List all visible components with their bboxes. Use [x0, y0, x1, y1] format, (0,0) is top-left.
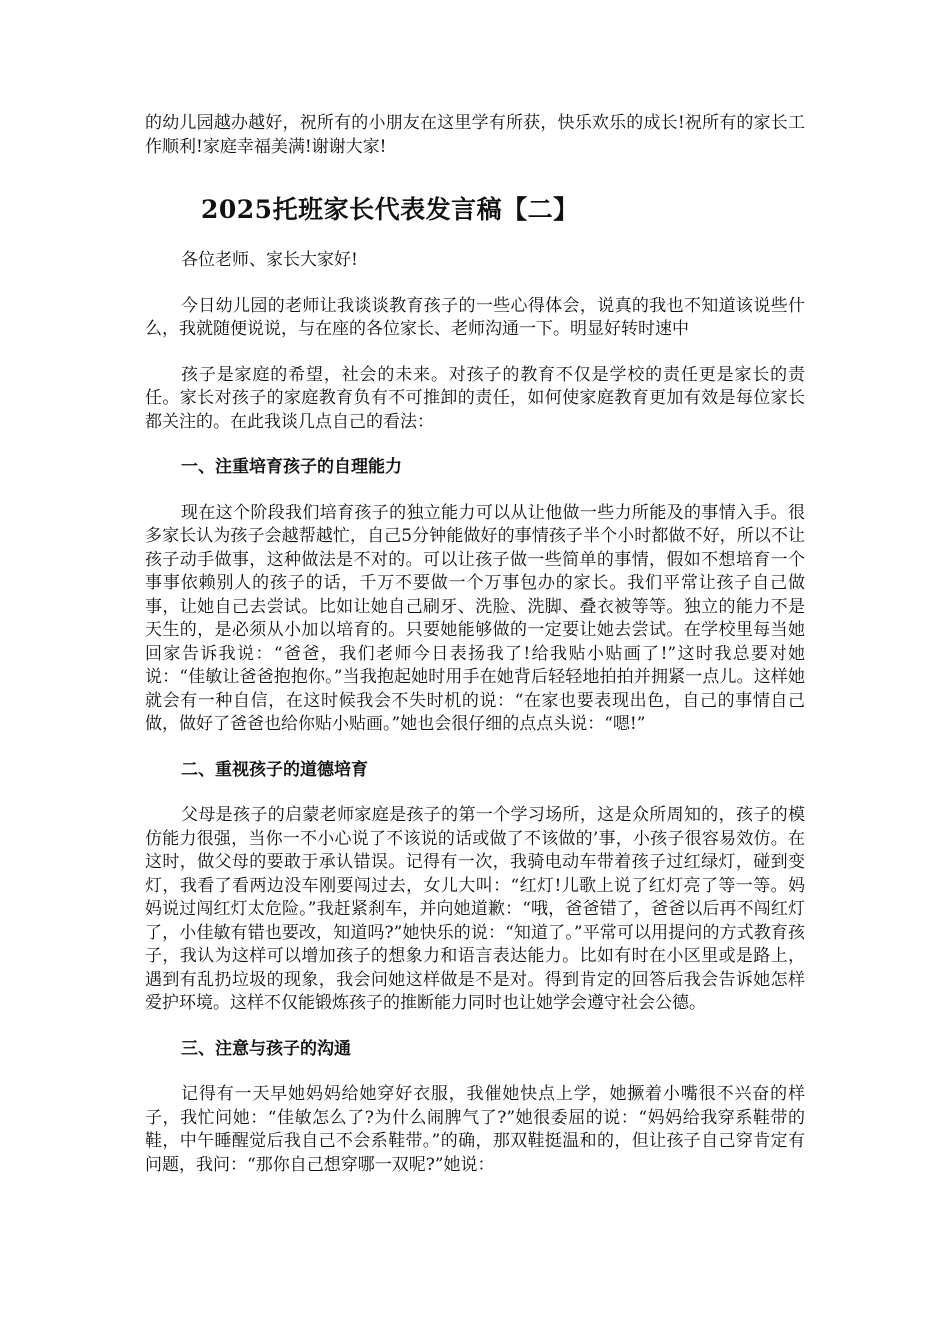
- paragraph-1: 今日幼儿园的老师让我谈谈教育孩子的一些心得体会，说真的我也不知道该说些什么，我就随便说说，与在座的各位家长、老师沟通一下。明显好转时速中: [145, 295, 805, 339]
- spacer: [145, 782, 805, 804]
- spacer: [145, 227, 805, 249]
- spacer: [145, 480, 805, 502]
- section-1-heading: 一、注重培育孩子的自理能力: [181, 457, 402, 477]
- section-3-body: 记得有一天早她妈妈给她穿好衣服，我催她快点上学，她撅着小嘴很不兴奋的样子，我忙问她：“佳敏怎么了?为什么闹脾气了?”她很委屈的说：“妈妈给我穿系鞋带的鞋，中午睡醒觉后我自己不会系鞋带。”的确，那双鞋挺温和的，但让孩子自己穿肯定有问题，我问：“那你自己想穿哪一双呢?”她说：: [145, 1084, 805, 1175]
- document-title: 2025托班家长代表发言稿【二】: [201, 195, 579, 224]
- spacer: [145, 159, 805, 193]
- spacer: [145, 273, 805, 295]
- section-3-heading: 三、注意与孩子的沟通: [181, 1038, 351, 1059]
- spacer: [145, 434, 805, 456]
- spacer: [145, 1061, 805, 1083]
- document-page: [145, 112, 805, 1177]
- spacer: [145, 737, 805, 759]
- section-2-body: 父母是孩子的启蒙老师家庭是孩子的第一个学习场所，这是众所周知的，孩子的模仿能力很强，当你一不小心说了不该说的话或做了不该做的’事，小孩子很容易效仿。在这时，做父母的要敢于承认错误。记得有一次，我骑电动车带着孩子过红绿灯，碰到变灯，我看了看两边没车刚要闯过去，女儿大叫：“红灯!儿歌上说了红灯亮了等一等。妈妈说过闯红灯太危险。”我赶紧刹车，并向她道歉：“哦，爸爸错了，爸爸以后再不闯红灯了，小佳敏有错也要改，知道吗?”她快乐的说：“知道了。”平常可以用提问的方式教育孩子，我认为这样可以增加孩子的想象力和语言表达能力。比如有时在小区里或是路上，遇到有乱扔垃圾的现象，我会问她这样做是不是对。得到肯定的回答后我会告诉她怎样爱护环境。这样不仅能锻炼孩子的推断能力同时也让她学会遵守社会公德。: [145, 805, 805, 1013]
- section-2-heading: 二、重视孩子的道德培育: [181, 759, 368, 780]
- spacer: [145, 1016, 805, 1038]
- spacer: [145, 342, 805, 364]
- intro-tail-paragraph: 的幼儿园越办越好，祝所有的小朋友在这里学有所获，快乐欢乐的成长!祝所有的家长工作顺利!家庭幸福美满!谢谢大家!: [145, 113, 805, 157]
- section-1-body: 现在这个阶段我们培育孩子的独立能力可以从让他做一些力所能及的事情入手。很多家长认为孩子会越帮越忙，自己5分钟能做好的事情孩子半个小时都做不好，所以不让孩子动手做事，这种做法是不对的。可以让孩子做一些简单的事情，假如不想培育一个事事依赖别人的孩子的话，千万不要做一个万事包办的家长。我们平常让孩子自己做事，让她自己去尝试。比如让她自己刷牙、洗脸、洗脚、叠衣被等等。独立的能力不是天生的，是必须从小加以培育的。只要她能够做的一定要让她去尝试。在学校里每当她回家告诉我说：“爸爸，我们老师今日表扬我了!给我贴小贴画了!”这时我总要对她说：“佳敏让爸爸抱抱你。”当我抱起她时用手在她背后轻轻地拍拍并拥紧一点儿。这样她就会有一种自信，在这时候我会不失时机的说：“在家也要表现出色，自己的事情自己做，做好了爸爸也给你贴小贴画。”她也会很仔细的点点头说：“嗯!”: [145, 502, 805, 734]
- paragraph-2: 孩子是家庭的希望，社会的未来。对孩子的教育不仅是学校的责任更是家长的责任。家长对孩子的家庭教育负有不可推卸的责任，如何使家庭教育更加有效是每位家长都关注的。在此我谈几点自己的看法：: [145, 364, 805, 432]
- greeting-paragraph: 各位老师、家长大家好!: [181, 250, 358, 270]
